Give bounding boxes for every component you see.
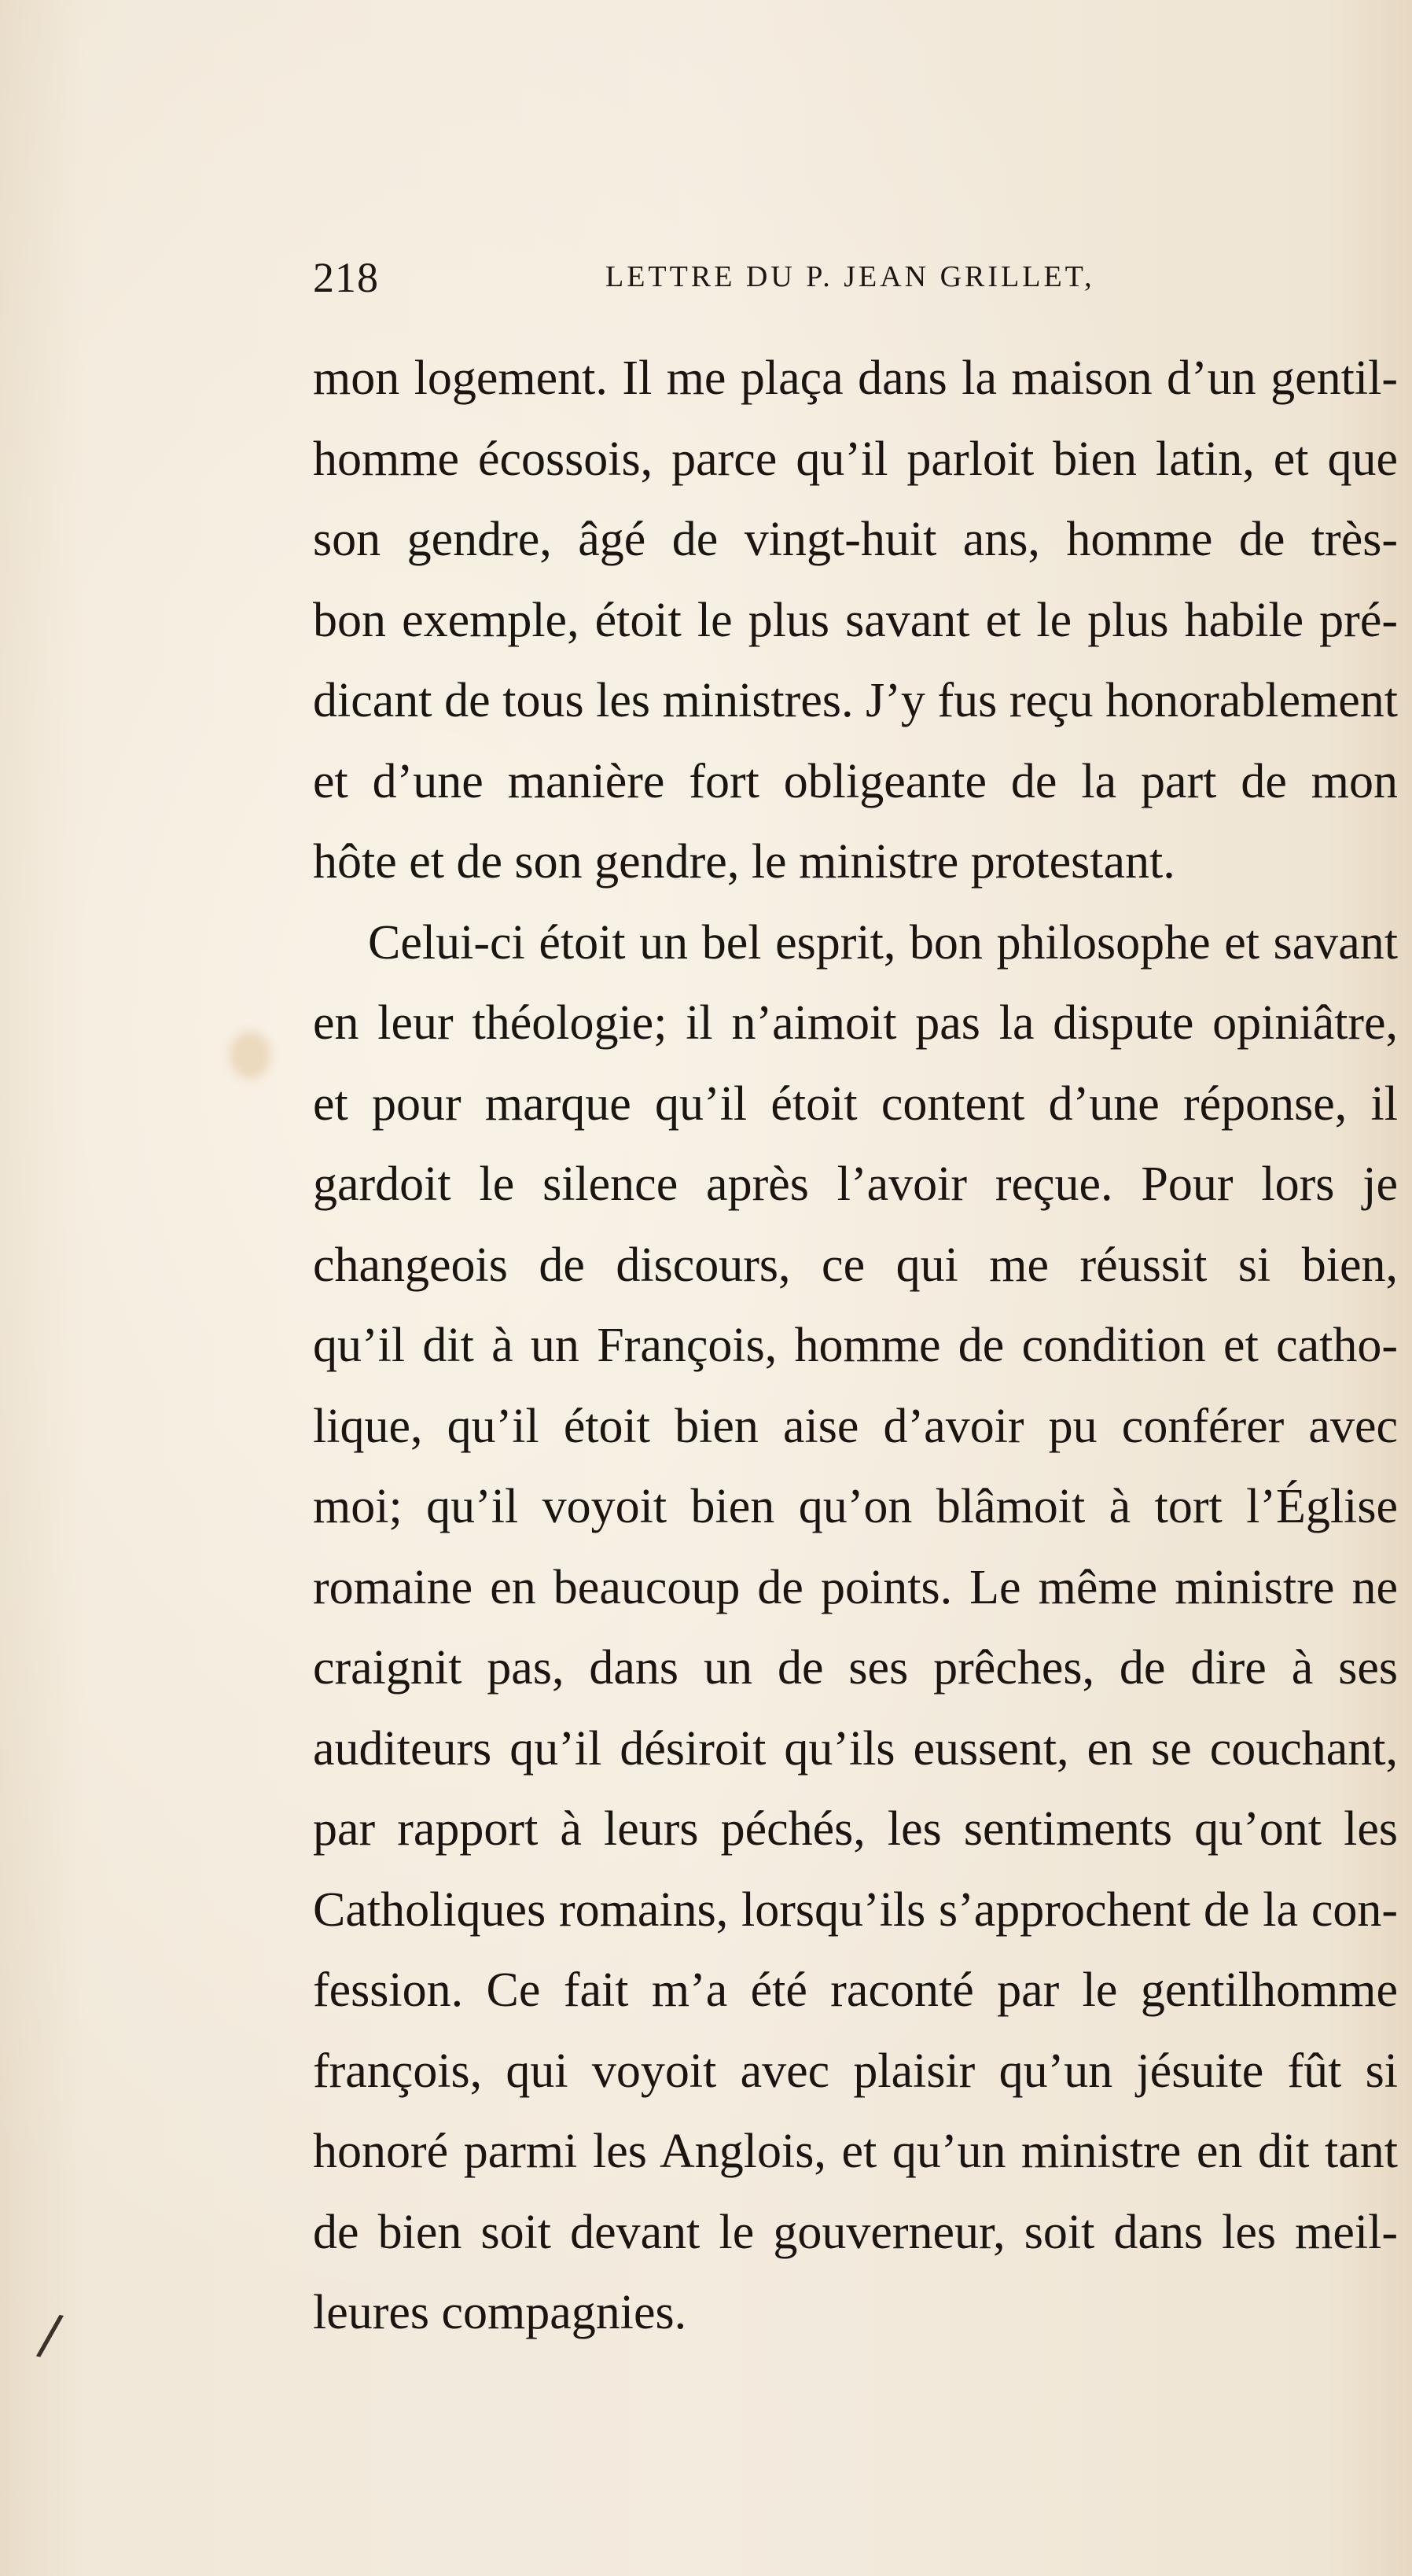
paragraph-2 xyxy=(313,903,1398,2353)
text-line: en leur théologie; il n’aimoit pas la dispute opiniâtre, xyxy=(313,996,1398,1050)
text-line: homme écossois, parce qu’il parloit bien latin, et que xyxy=(313,432,1398,486)
text-line: mon logement. Il me plaça dans la maison d’un gentil- xyxy=(313,351,1398,405)
text-line: Celui-ci étoit un bel esprit, bon philosophe et savant xyxy=(368,915,1398,970)
text-line: de bien soit devant le gouverneur, soit dans les meil- xyxy=(313,2205,1398,2259)
text-line: leures compagnies. xyxy=(313,2286,687,2339)
text-line: changeois de discours, ce qui me réussit si bien, xyxy=(313,1238,1398,1292)
text-line: fession. Ce fait m’a été raconté par le gentilhomme xyxy=(313,1963,1398,2017)
text-line: françois, qui voyoit avec plaisir qu’un jésuite fût si xyxy=(313,2044,1398,2098)
text-line: son gendre, âgé de vingt-huit ans, homme de très- xyxy=(313,513,1398,566)
margin-pencil-mark: / xyxy=(34,2301,66,2368)
text-line: craignit pas, dans un de ses prêches, de dire à ses xyxy=(313,1641,1398,1695)
text-line: auditeurs qu’il désiroit qu’ils eussent, en se couchant, xyxy=(313,1721,1398,1776)
text-line: Catholiques romains, lorsqu’ils s’approchent de la con- xyxy=(313,1882,1398,1937)
text-line: dicant de tous les ministres. J’y fus reçu honorablement xyxy=(313,674,1398,727)
text-line: et pour marque qu’il étoit content d’une réponse, il xyxy=(313,1076,1398,1131)
running-head: LETTRE DU P. JEAN GRILLET, xyxy=(605,260,1095,293)
text-line: romaine en beaucoup de points. Le même ministre ne xyxy=(313,1560,1398,1614)
body-text xyxy=(313,338,1398,2353)
text-line: moi; qu’il voyoit bien qu’on blâmoit à tort l’Église xyxy=(313,1480,1398,1533)
text-line: hôte et de son gendre, le ministre protestant. xyxy=(313,835,1175,889)
paragraph-1 xyxy=(313,338,1398,903)
text-line: honoré parmi les Anglois, et qu’un ministre en dit tant xyxy=(313,2125,1398,2178)
page-number: 218 xyxy=(313,254,379,301)
text-line: qu’il dit à un François, homme de condition et catho- xyxy=(313,1319,1398,1372)
page-header xyxy=(313,253,1382,313)
paper-stain xyxy=(230,1032,270,1079)
text-line: et d’une manière fort obligeante de la part de mon xyxy=(313,754,1398,808)
text-line: par rapport à leurs péchés, les sentiments qu’ont les xyxy=(313,1802,1398,1856)
text-line: gardoit le silence après l’avoir reçue. Pour lors je xyxy=(313,1157,1398,1211)
text-line: bon exemple, étoit le plus savant et le plus habile pré- xyxy=(313,593,1398,647)
text-line: lique, qu’il étoit bien aise d’avoir pu conférer avec xyxy=(313,1399,1398,1453)
